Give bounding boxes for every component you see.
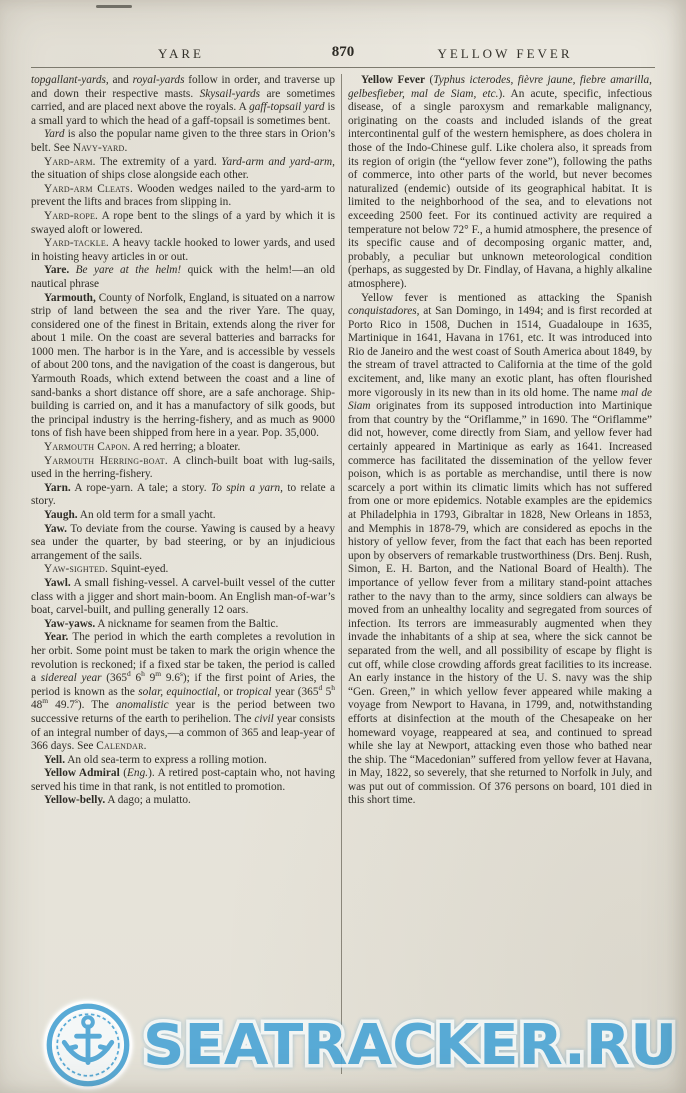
text-segment: Yawl. [44, 576, 71, 589]
text-segment: ). A retired post-captain who, not having served his time in that rank, is not entitled to promotion. [31, 767, 335, 793]
watermark-text: SEATRACKER.RU [143, 1013, 677, 1078]
running-head-left: YARE [158, 46, 204, 61]
text-segment: ). The [77, 699, 116, 712]
entry-paragraph [31, 618, 335, 632]
text-segment: . [124, 141, 128, 154]
text-segment: Eng. [127, 767, 149, 780]
text-segment: 9.6 [161, 672, 180, 685]
text-segment: m [42, 696, 49, 706]
text-segment: anomalistic [115, 699, 169, 712]
text-segment: A red herring; a bloater. [130, 441, 241, 454]
entry-paragraph [31, 74, 335, 128]
text-segment: To deviate from the course. Yawing is caused by a heavy sea under the quarter, by bad steering, or by an injudicious arrangement of the sails. [31, 522, 335, 562]
running-head-right: YELLOW FEVER [437, 46, 573, 61]
text-segment: Yarn. [44, 481, 71, 494]
text-segment: originates from its supposed introduction into Martinique from that country by the “Oriflamme,” in 1690. The “Oriflamme” did not, however, come directly from Siam, and yellow fever had certainly appeared in Martinique as early as 1641. Increased commerce has facilitated the dissemination of the yellow fever poison, which is as portable as merchandise, until there is now scarcely a port within its climatic limits which has not suffered from one or more epidemics. Notable examples are the epidemics at Philadelphia in 1793, Gibraltar in 1828, New Orleans in 1853, and Memphis in 1878-79, which are considered as epochs in the history of yellow fever, from the fact that each has been reported upon by observers of remarkable trustworthiness (Drs. Benj. Rush, Simon, E. H. Barton, and the National Board of Health). The importance of yellow fever from a military stand-point attaches rather to the navy than to the army, since soldiers can always be moved from an unhealthy locality and segregated from sources of infection. Its terrors are immeasurably augmented when they invade the inhabitants of a ship at sea, where the sick cannot be separated from the well, and all possibility of escape by flight is cut off, while close crowding affords great facilities to its increase. An early instance in the history of the U. S. navy was the ship “Gen. Green,” in which yellow fever appeared while making a voyage from Newport to Havana, in 1799, and, notwithstanding efforts at disinfection at the mouth of the Chesapeake on her homeward voyage, reappeared at sea, and continued to spread while she lay at Newport, attacking even those who bathed near the ship. The “Macedonian” suffered from yellow fever at Havana, in May, 1822, so severely, that she returned to Norfolk in July, and was put out of commission. Of 376 persons on board, 101 died in this short time. [348, 400, 652, 807]
text-segment: s [74, 696, 78, 706]
text-segment: 48 [31, 699, 43, 712]
text-segment: quick with the helm!—an old nautical phrase [31, 264, 335, 290]
entry-paragraph [31, 482, 335, 509]
text-segment: at San Domingo, in 1494; and is first recorded at Porto Rico in 1508, Duchen in 1514, Guadaloupe in 1635, Martinique in 1641, Havana in 1761, etc. It was introduced into Rio de Janeiro and the west coast of South America about 1849, by the stream of travel attracted to California at the time of the gold excitement, and, like many an exotic plant, has often flourished more vigorously in its new than in its old home. The name [348, 305, 652, 399]
text-segment: Yellow fever is mentioned as attacking the Spanish [361, 291, 652, 304]
text-segment: and [108, 74, 133, 86]
scan-artifact [96, 5, 132, 8]
text-segment: ( [425, 74, 434, 86]
text-segment: royal-yards [132, 74, 185, 86]
text-segment: Yard-arm. [44, 155, 96, 168]
text-segment: Year. [44, 631, 69, 644]
text-segment: m [155, 669, 162, 679]
text-segment: is a small yard to which the head of a gaff-topsail is sometimes bent. [31, 101, 335, 127]
text-segment: An old sea-term to express a rolling motion. [65, 753, 267, 766]
text-segment: year consists of an integral number of days,—a common of 365 and leap-year of 366 days. See [31, 712, 335, 753]
text-segment: are sometimes carried, and are placed next above the royals. A [31, 87, 335, 114]
text-segment: Navy-yard [72, 141, 125, 154]
text-segment: A heavy tackle hooked to lower yards, and used in hoisting heavy articles in or out. [31, 237, 335, 263]
text-segment: Yellow Fever [361, 74, 426, 86]
text-segment: Yard-arm Cleats. [44, 182, 133, 195]
text-segment: 6 [130, 672, 142, 685]
text-segment: ). An acute, specific, infectious disease, of a single paroxysm and remarkable malignancy, originating on the coasts and included islands of the great intercontinental gulf of the western hemisphere, as does cholera in those of the Indo-Chinese gulf. Like cholera also, it spreads from its region of origin (the “yellow fever zone”), following the paths of commerce, into other parts of the world, but never becomes naturalized (endemic) outside of its geographical habitat. It is limited to the neighborhood of the sea, and to elevations not exceeding 2500 feet. For its continued activity are required a temperature not below 72° F., a humid atmosphere, the presence of its specific cause and of decomposing organic matter, and, probably, a peculiar but unknown meteorological condition (perhaps, as suggested by Dr. Findlay, of Havana, a highly alkaline atmosphere). [348, 87, 652, 290]
entry-paragraph [31, 577, 335, 618]
entry-paragraph [31, 156, 335, 183]
text-segment: To spin a yarn, [210, 481, 283, 494]
text-segment: A rope-yarn. A tale; a story. [70, 481, 211, 494]
text-segment: sidereal year [40, 672, 102, 685]
text-segment: Yard [44, 128, 65, 141]
text-segment: . [143, 740, 147, 753]
entry-paragraph [348, 74, 652, 292]
text-segment: Yaw-sighted. [44, 563, 109, 576]
text-segment: ( [119, 767, 128, 780]
column-divider [341, 74, 342, 1074]
text-segment: Yard-arm and yard-arm, [221, 155, 335, 168]
text-segment: Yarmouth Capon. [44, 441, 131, 454]
text-segment: 49.7 [48, 699, 75, 712]
entry-paragraph [31, 237, 335, 264]
entry-paragraph [31, 210, 335, 237]
text-segment: mal de Siam [348, 386, 652, 413]
text-segment: ); if the first point of Aries, the period is known as the [31, 672, 335, 698]
entry-paragraph [31, 455, 335, 482]
text-segment: County of Norfolk, England, is situated on a narrow strip of land between the sea and the river Yare. The quay, considered one of the finest in Britain, extends along the river for about 1 mile. On the coast are several batteries and barracks for 1000 men. The harbor is in the Yare, and is accessible by vessels of about 200 tons, and the navigation of the coast is dangerous, but Yarmouth Roads, which extend between the coast and a line of sand-banks a short distance off shore, are a safe anchorage. Ship-building is carried on, and it has a manufactory of silk goods, but the principal industry is the herring-fishery, and as much as 9000 tons of fish have been shipped from here in a year. Pop. 35,000. [31, 291, 335, 440]
entry-paragraph [31, 509, 335, 523]
text-segment: year is the period between two successive returns of the earth to perihelion. The [31, 699, 335, 725]
text-segment: Yarmouth, [44, 291, 96, 304]
text-segment: Yaugh. [44, 509, 78, 521]
text-segment: Typhus icterodes, fièvre jaune, fiebre amarilla, gelbesfieber, mal de Siam, etc. [348, 74, 652, 100]
entry-paragraph [31, 441, 335, 455]
text-segment: civil [254, 712, 274, 725]
text-segment: Wooden wedges nailed to the yard-arm to prevent the lifts and braces from slipping in. [31, 182, 335, 209]
text-segment: d [127, 669, 131, 679]
text-segment: follow in order, and traverse up and down their respective masts. [31, 74, 335, 100]
page-number: 870 [331, 44, 355, 60]
right-column [348, 74, 652, 1074]
text-segment: 9 [144, 672, 156, 685]
text-segment: The extremity of a yard. [95, 155, 222, 168]
entry-paragraph [31, 767, 335, 794]
header-rule [31, 67, 655, 68]
text-segment: h [331, 682, 335, 692]
text-segment: Yaw. [44, 522, 67, 535]
text-segment: the situation of ships close alongside each other. [31, 169, 249, 182]
entry-paragraph [31, 523, 335, 564]
text-segment: Yellow Admiral [44, 767, 120, 780]
entry-paragraph [31, 264, 335, 291]
text-segment: A small fishing-vessel. A carvel-built vessel of the cutter class with a jigger and short main-boom. An English man-of-war’s boat, carvel-built, and pulling generally 12 oars. [31, 576, 335, 617]
text-segment: Be yare at the helm! [75, 264, 182, 277]
text-segment: year (365 [271, 685, 319, 698]
entry-paragraph [31, 631, 335, 753]
text-segment: s [180, 669, 183, 679]
text-segment: A dago; a mulatto. [105, 794, 191, 807]
entry-paragraph [31, 794, 335, 808]
text-segment: Yell. [44, 753, 66, 766]
text-segment: or [220, 685, 237, 698]
text-segment: Yarmouth Herring-boat. [44, 454, 168, 467]
text-segment: An old term for a small yacht. [77, 509, 216, 521]
text-segment: 5 [322, 685, 332, 698]
text-segment: Squint-eyed. [108, 563, 169, 576]
text-segment: is also the popular name given to the three stars in Orion’s belt. See [31, 128, 335, 154]
text-segment: conquistadores, [348, 305, 420, 318]
entry-paragraph [31, 754, 335, 768]
text-segment: Skysail-yards [199, 87, 261, 100]
left-column [31, 74, 335, 1074]
text-segment: gaff-topsail yard [249, 101, 325, 114]
text-segment: (365 [101, 672, 128, 685]
text-segment: to relate a story. [31, 481, 335, 508]
entry-paragraph [31, 183, 335, 210]
entry-paragraph [31, 128, 335, 155]
text-columns [31, 74, 655, 1074]
page-header [31, 44, 655, 64]
text-segment: Yellow-belly. [44, 794, 106, 807]
text-segment: topgallant-yards, [31, 74, 109, 86]
entry-paragraph [31, 292, 335, 442]
text-segment: A rope bent to the slings of a yard by which it is swayed aloft or lowered. [31, 209, 335, 236]
text-segment: Calendar [96, 740, 144, 753]
text-segment: Yard-tackle. [44, 237, 109, 250]
entry-paragraph [31, 563, 335, 577]
text-segment: A nickname for seamen from the Baltic. [95, 617, 279, 630]
text-segment: The period in which the earth completes a revolution in her orbit. Some point must be taken to mark the origin whence the revolution is reckoned; if a fixed star be taken, the period is called a [31, 631, 335, 685]
text-segment: d [318, 682, 323, 692]
text-segment: Yare. [44, 264, 70, 277]
text-segment: Yard-rope. [44, 209, 99, 222]
text-segment: tropical [236, 685, 272, 698]
text-segment: A clinch-built boat with lug-sails, used in the herring-fishery. [31, 454, 335, 481]
text-segment: Yaw-yaws. [44, 617, 96, 630]
entry-paragraph [348, 292, 652, 809]
text-segment: solar, equinoctial, [138, 685, 221, 698]
text-segment: h [141, 669, 145, 679]
